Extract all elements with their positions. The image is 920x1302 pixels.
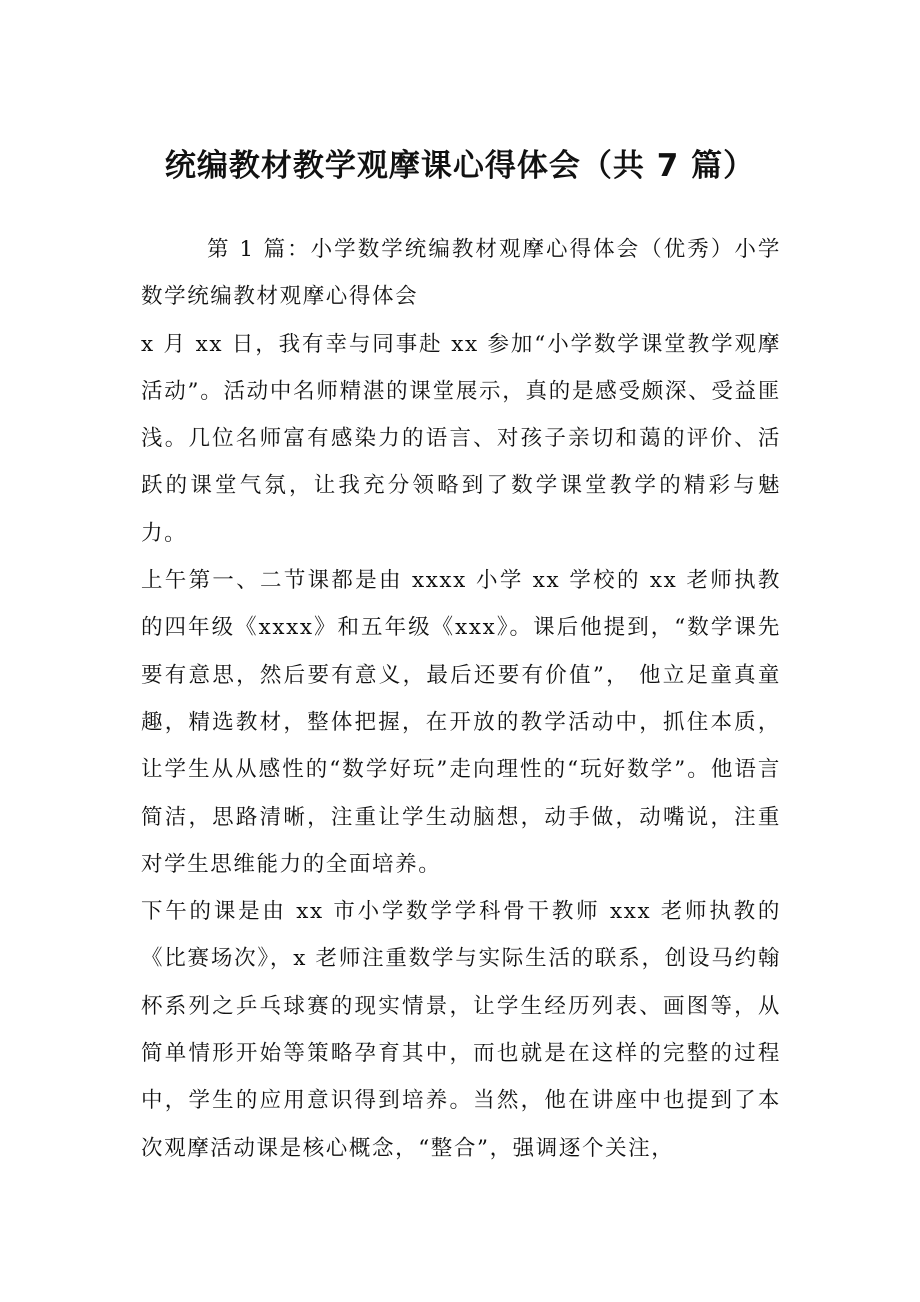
document-title: 统编教材教学观摩课心得体会（共 7 篇） <box>164 148 756 184</box>
document-body <box>141 226 781 1172</box>
paragraph-2: x 月 xx 日，我有幸与同事赴 xx 参加“小学数学课堂教学观摩活动”。活动中名师精湛的课堂展示，真的是感受颇深、受益匪浅。几位名师富有感染力的语言、对孩子亲切和蔼的评价、活跃的课堂气氛，让我充分领略到了数学课堂教学的精彩与魅力。 <box>141 331 781 546</box>
paragraph-1: 第 1 篇：小学数学统编教材观摩心得体会（优秀）小学数学统编教材观摩心得体会 <box>141 237 781 310</box>
paragraph-4: 下午的课是由 xx 市小学数学学科骨干教师 xxx 老师执教的《比赛场次》，x 老师注重数学与实际生活的联系，创设马约翰杯系列之乒乓球赛的现实情景，让学生经历列表、画图等，从简单情形开始等策略孕育其中，而也就是在这样的完整的过程中，学生的应用意识得到培养。当然，他在讲座中也提到了本次观摩活动课是核心概念，“整合”，强调逐个关注， <box>141 899 781 1161</box>
paragraph-3: 上午第一、二节课都是由 xxxx 小学 xx 学校的 xx 老师执教的四年级《xxxx》和五年级《xxx》。课后他提到，“数学课先要有意思，然后要有意义，最后还要有价值”， 他立足童真童趣，精选教材，整体把握，在开放的教学活动中，抓住本质，让学生从从感性的“数学好玩”走向理性的“玩好数学”。他语言简洁，思路清晰，注重让学生动脑想，动手做，动嘴说，注重对学生思维能力的全面培养。 <box>141 568 781 877</box>
